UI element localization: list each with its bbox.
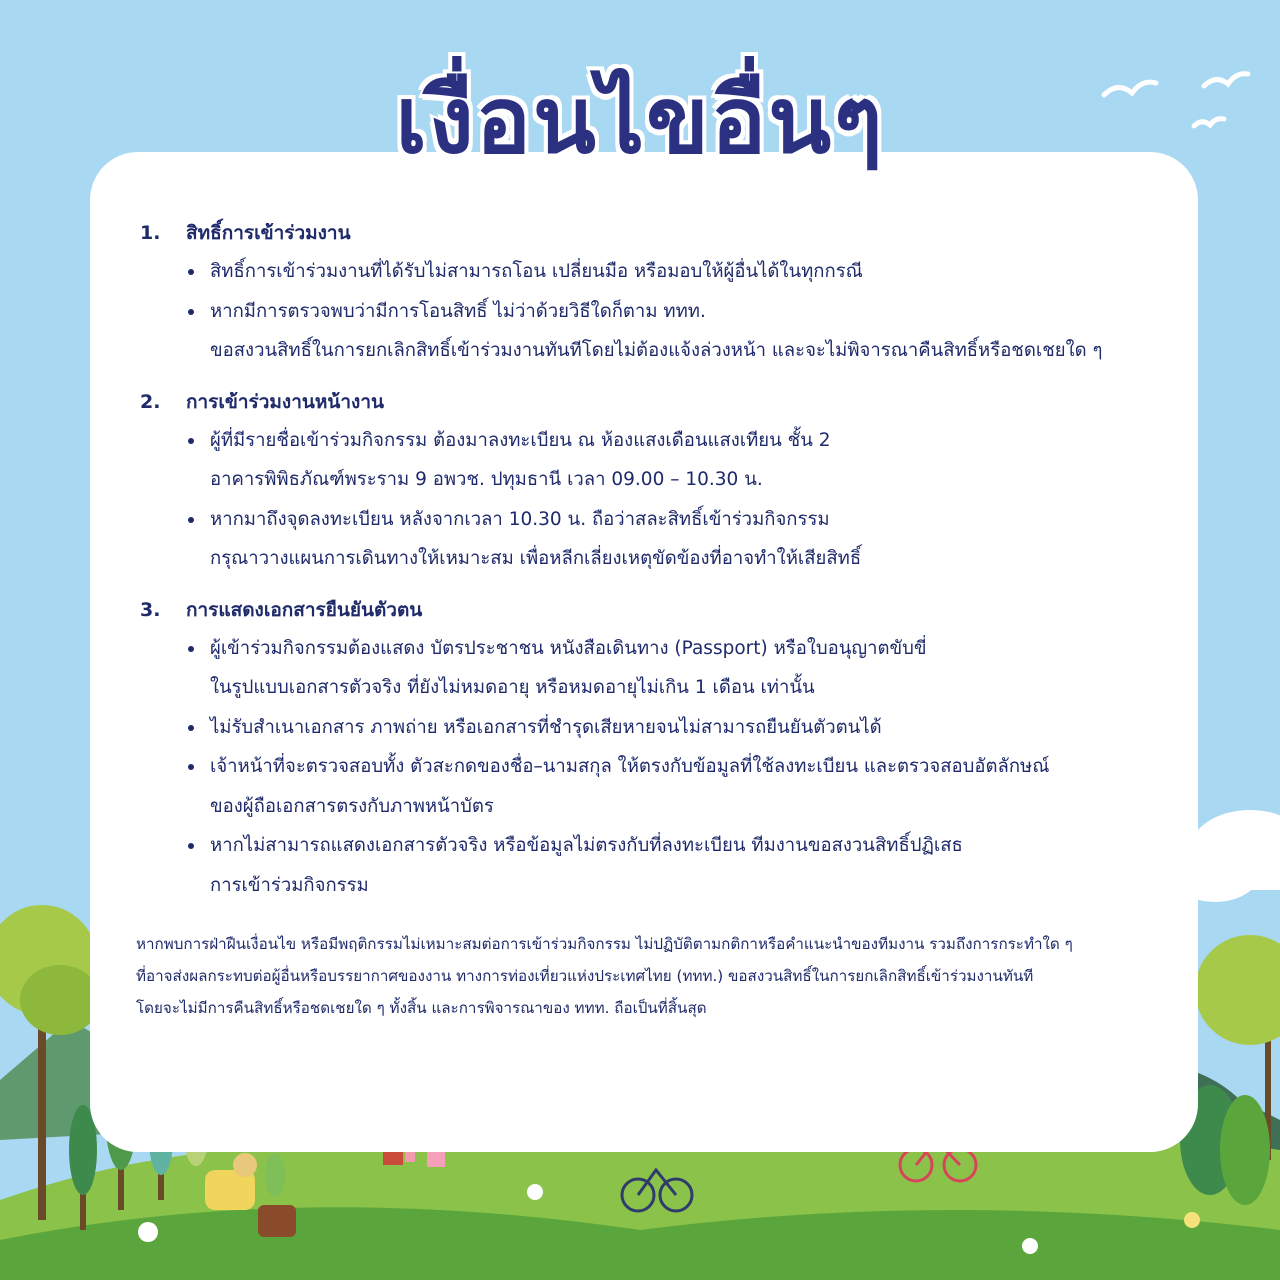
item-text: ในรูปแบบเอกสารตัวจริง ที่ยังไม่หมดอายุ หรือหมดอายุไม่เกิน 1 เดือน เท่านั้น — [210, 677, 815, 698]
list-item — [186, 500, 1170, 579]
section-heading — [140, 591, 1170, 629]
section-eligibility — [140, 214, 1170, 371]
item-text: เจ้าหน้าที่จะตรวจสอบทั้ง ตัวสะกดของชื่อ–นามสกุล ให้ตรงกับข้อมูลที่ใช้ลงทะเบียน และตรวจสอบอัตลักษณ์ — [210, 756, 1050, 777]
list-item — [186, 292, 1170, 371]
section-heading — [140, 383, 1170, 421]
section-heading — [140, 214, 1170, 252]
item-text: ของผู้ถือเอกสารตรงกับภาพหน้าบัตร — [210, 795, 494, 817]
footnote-line: โดยจะไม่มีการคืนสิทธิ์หรือชดเชยใด ๆ ทั้งสิ้น และการพิจารณาของ ททท. ถือเป็นที่สิ้นสุด — [136, 999, 707, 1017]
bullet-list — [140, 252, 1170, 371]
item-text: กรุณาวางแผนการเดินทางให้เหมาะสม เพื่อหลีกเลี่ยงเหตุขัดข้องที่อาจทำให้เสียสิทธิ์ — [210, 548, 862, 569]
list-item — [186, 421, 1170, 500]
list-item — [186, 708, 1170, 748]
bullet-list — [140, 629, 1170, 906]
item-text: ผู้เข้าร่วมกิจกรรมต้องแสดง บัตรประชาชน หนังสือเดินทาง (Passport) หรือใบอนุญาตขับขี่ — [210, 637, 927, 659]
section-number: 3. — [140, 598, 161, 621]
item-text: สิทธิ์การเข้าร่วมงานที่ได้รับไม่สามารถโอน เปลี่ยนมือ หรือมอบให้ผู้อื่นได้ในทุกกรณี — [210, 261, 863, 282]
section-title: การแสดงเอกสารยืนยันตัวตน — [186, 598, 423, 621]
footnote-line: ที่อาจส่งผลกระทบต่อผู้อื่นหรือบรรยากาศของงาน ทางการท่องเที่ยวแห่งประเทศไทย (ททท.) ขอสงวนสิทธิ์ในการยกเลิกสิทธิ์เข้าร่วมงานทันที — [136, 967, 1034, 985]
item-text: หากไม่สามารถแสดงเอกสารตัวจริง หรือข้อมูลไม่ตรงกับที่ลงทะเบียน ทีมงานขอสงวนสิทธิ์ปฏิเสธ — [210, 835, 963, 856]
page-title: เงื่อนไขอื่นๆ — [395, 66, 885, 174]
bullet-list — [140, 421, 1170, 579]
item-text: ขอสงวนสิทธิ์ในการยกเลิกสิทธิ์เข้าร่วมงานทันทีโดยไม่ต้องแจ้งล่วงหน้า และจะไม่พิจารณาคืนสิทธิ์หรือชดเชยใด ๆ — [210, 340, 1103, 361]
section-title: การเข้าร่วมงานหน้างาน — [186, 390, 384, 413]
item-text: หากมีการตรวจพบว่ามีการโอนสิทธิ์ ไม่ว่าด้วยวิธีใดก็ตาม ททท. — [210, 300, 706, 322]
section-title: สิทธิ์การเข้าร่วมงาน — [186, 222, 351, 244]
list-item — [186, 826, 1170, 905]
list-item — [186, 252, 1170, 292]
footnote — [136, 928, 1176, 1024]
list-item — [186, 629, 1170, 708]
item-text: หากมาถึงจุดลงทะเบียน หลังจากเวลา 10.30 น. ถือว่าสละสิทธิ์เข้าร่วมกิจกรรม — [210, 508, 830, 530]
section-onsite — [140, 383, 1170, 579]
item-text: อาคารพิพิธภัณฑ์พระราม 9 อพวช. ปทุมธานี เวลา 09.00 – 10.30 น. — [210, 469, 763, 490]
list-item — [186, 747, 1170, 826]
item-text: ไม่รับสำเนาเอกสาร ภาพถ่าย หรือเอกสารที่ชำรุดเสียหายจนไม่สามารถยืนยันตัวตนได้ — [210, 716, 882, 738]
item-text: ผู้ที่มีรายชื่อเข้าร่วมกิจกรรม ต้องมาลงทะเบียน ณ ห้องแสงเดือนแสงเทียน ชั้น 2 — [210, 429, 831, 451]
item-text: การเข้าร่วมกิจกรรม — [210, 874, 369, 896]
section-identity-documents — [140, 591, 1170, 906]
section-number: 2. — [140, 390, 161, 413]
conditions-list — [140, 214, 1170, 917]
footnote-line: หากพบการฝ่าฝืนเงื่อนไข หรือมีพฤติกรรมไม่เหมาะสมต่อการเข้าร่วมกิจกรรม ไม่ปฏิบัติตามกติกาหรือคำแนะนำของทีมงาน รวมถึงการกระทำใด ๆ — [136, 935, 1073, 953]
section-number: 1. — [140, 222, 161, 244]
